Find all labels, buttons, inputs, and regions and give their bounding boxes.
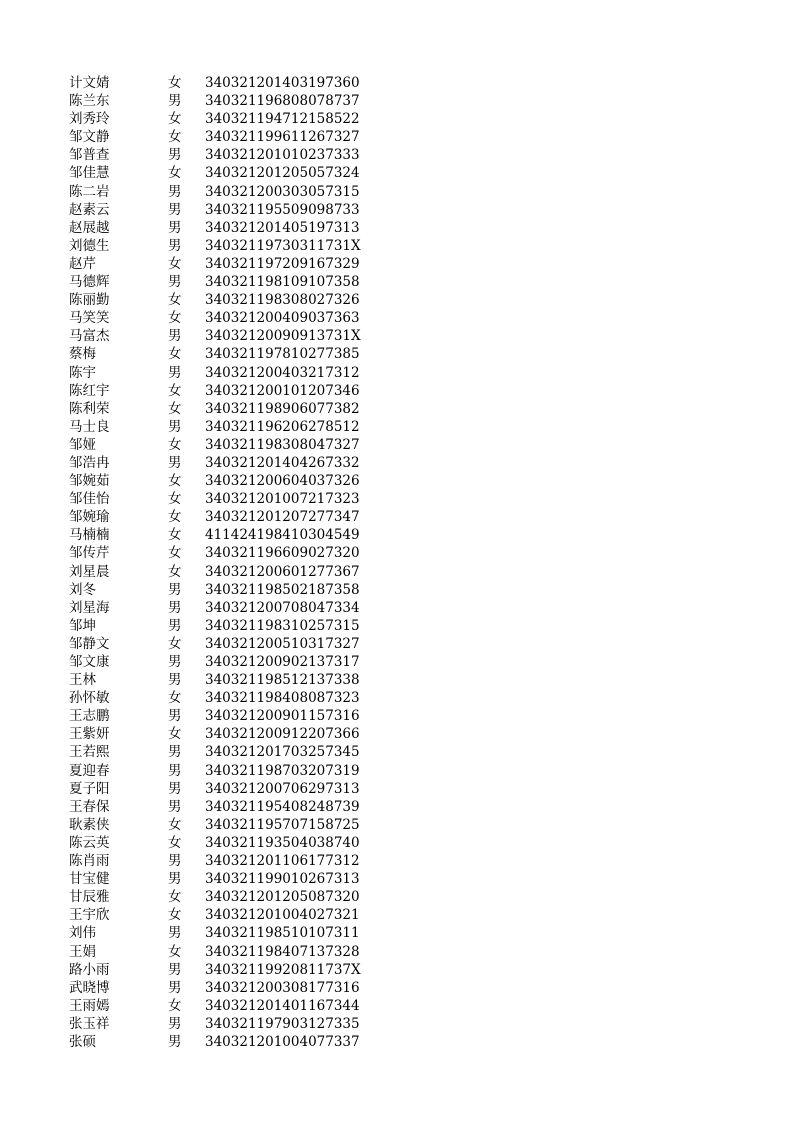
gender-cell: 女 [168,907,182,924]
gender-cell: 女 [168,527,182,544]
id-number-cell: 340321201106177312 [205,853,360,870]
table-row [0,997,793,1015]
name-cell: 邹浩冉 [69,454,110,471]
id-number-cell: 340321200604037326 [205,473,360,490]
id-number-cell: 340321201404267332 [205,454,360,471]
gender-cell: 女 [168,382,182,399]
table-row [0,635,793,653]
id-number-cell: 34032119730311731X [205,237,361,254]
name-cell: 武晓博 [69,979,110,996]
id-number-cell: 411424198410304549 [205,527,360,544]
table-row [0,979,793,997]
id-number-cell: 340321198906077382 [205,400,360,417]
id-number-cell: 340321201007217323 [205,491,360,508]
table-row [0,454,793,472]
id-number-cell: 340321199010267313 [205,871,360,888]
name-cell: 夏迎春 [69,762,110,779]
gender-cell: 男 [168,219,182,236]
gender-cell: 男 [168,418,182,435]
name-cell: 王若熙 [69,744,110,761]
name-cell: 计文婧 [69,75,110,91]
gender-cell: 男 [168,780,182,797]
gender-cell: 男 [168,654,182,670]
name-cell: 邹佳怡 [69,491,110,508]
table-row [0,164,793,182]
table-row [0,183,793,201]
id-number-cell: 340321200912207366 [205,726,360,743]
table-row [0,128,793,146]
name-cell: 邹坤 [69,617,96,634]
name-cell: 蔡梅 [69,346,96,363]
table-row [0,780,793,798]
id-number-cell: 340321201703257345 [205,744,360,761]
table-row [0,291,793,309]
id-number-cell: 340321198109107358 [205,274,360,291]
name-cell: 刘星晨 [69,563,110,580]
table-row [0,581,793,599]
id-number-cell: 340321194712158522 [205,111,360,128]
table-row [0,201,793,219]
id-number-cell: 340321200708047334 [205,599,360,616]
gender-cell: 男 [168,328,182,345]
table-row [0,725,793,743]
gender-cell: 男 [168,744,182,761]
id-number-cell: 340321198408087323 [205,690,360,707]
name-cell: 孙怀敏 [69,690,110,707]
gender-cell: 女 [168,111,182,128]
table-row [0,834,793,852]
table-row [0,924,793,942]
table-row [0,309,793,327]
id-number-cell: 340321201004077337 [205,1033,360,1050]
table-row [0,400,793,418]
gender-cell: 女 [168,292,182,309]
name-cell: 邹普查 [69,147,110,164]
gender-cell: 女 [168,255,182,272]
id-number-cell: 340321198502187358 [205,581,360,598]
name-cell: 耿素侠 [69,816,110,833]
name-cell: 马德辉 [69,274,110,291]
gender-cell: 女 [168,75,182,91]
gender-cell: 男 [168,1033,182,1050]
table-row [0,671,793,689]
gender-cell: 男 [168,1015,182,1032]
gender-cell: 女 [168,436,182,453]
table-row [0,345,793,363]
table-row [0,1033,793,1051]
gender-cell: 男 [168,147,182,164]
name-cell: 路小雨 [69,961,110,978]
name-cell: 邹娅 [69,436,96,453]
id-number-cell: 340321199611267327 [205,129,360,146]
id-number-cell: 340321198310257315 [205,617,360,634]
table-row [0,599,793,617]
gender-cell: 男 [168,274,182,291]
name-cell: 陈兰东 [69,93,110,110]
table-row [0,689,793,707]
id-number-cell: 34032120090913731X [205,328,361,345]
id-number-cell: 340321201405197313 [205,219,360,236]
id-number-cell: 340321201010237333 [205,147,360,164]
name-cell: 王雨嫣 [69,997,110,1014]
id-number-cell: 34032119920811737X [205,961,361,978]
table-row [0,707,793,725]
table-row [0,219,793,237]
gender-cell: 女 [168,400,182,417]
name-cell: 甘辰雅 [69,889,110,906]
id-number-cell: 340321198308047327 [205,436,360,453]
name-cell: 王宇欣 [69,907,110,924]
gender-cell: 女 [168,563,182,580]
name-cell: 赵展越 [69,219,110,236]
name-cell: 刘秀玲 [69,111,110,128]
id-number-cell: 340321200101207346 [205,382,360,399]
gender-cell: 男 [168,454,182,471]
id-number-cell: 340321200901157316 [205,708,360,725]
table-row [0,110,793,128]
gender-cell: 女 [168,997,182,1014]
table-row [0,146,793,164]
gender-cell: 男 [168,708,182,725]
table-row [0,327,793,345]
id-number-cell: 340321200409037363 [205,310,360,327]
id-number-cell: 340321201401167344 [205,997,360,1014]
id-number-cell: 340321196206278512 [205,418,360,435]
name-cell: 王娟 [69,943,96,960]
name-cell: 邹婉茹 [69,473,110,490]
name-cell: 邹文康 [69,654,110,670]
gender-cell: 女 [168,889,182,906]
table-row [0,743,793,761]
roster-sheet [0,74,793,1051]
gender-cell: 男 [168,201,182,218]
table-row [0,490,793,508]
id-number-cell: 340321197903127335 [205,1015,360,1032]
id-number-cell: 340321197810277385 [205,346,360,363]
table-row [0,436,793,454]
name-cell: 刘德生 [69,237,110,254]
name-cell: 陈利荣 [69,400,110,417]
gender-cell: 男 [168,183,182,200]
table-row [0,943,793,961]
name-cell: 邹婉瑜 [69,509,110,526]
table-row [0,508,793,526]
name-cell: 邹佳慧 [69,165,110,182]
name-cell: 陈丽勤 [69,292,110,309]
id-number-cell: 340321198510107311 [205,925,360,942]
gender-cell: 男 [168,581,182,598]
id-number-cell: 340321198407137328 [205,943,360,960]
id-number-cell: 340321200601277367 [205,563,360,580]
id-number-cell: 340321201004027321 [205,907,360,924]
name-cell: 陈肖雨 [69,853,110,870]
gender-cell: 男 [168,853,182,870]
table-row [0,544,793,562]
id-number-cell: 340321196808078737 [205,93,360,110]
name-cell: 张玉祥 [69,1015,110,1032]
table-row [0,74,793,92]
id-number-cell: 340321198703207319 [205,762,360,779]
table-row [0,888,793,906]
table-row [0,816,793,834]
gender-cell: 女 [168,473,182,490]
table-row [0,237,793,255]
name-cell: 刘伟 [69,925,96,942]
name-cell: 王紫妍 [69,726,110,743]
table-row [0,526,793,544]
table-row [0,961,793,979]
id-number-cell: 340321200403217312 [205,364,360,381]
name-cell: 陈红宇 [69,382,110,399]
table-row [0,382,793,400]
gender-cell: 女 [168,816,182,833]
id-number-cell: 340321200308177316 [205,979,360,996]
name-cell: 王春保 [69,798,110,815]
gender-cell: 男 [168,871,182,888]
table-row [0,418,793,436]
gender-cell: 男 [168,364,182,381]
id-number-cell: 340321195707158725 [205,816,360,833]
name-cell: 马笑笑 [69,310,110,327]
id-number-cell: 340321201207277347 [205,509,360,526]
id-number-cell: 340321201205087320 [205,889,360,906]
gender-cell: 女 [168,635,182,652]
name-cell: 马士良 [69,418,110,435]
id-number-cell: 340321195509098733 [205,201,360,218]
name-cell: 王林 [69,672,96,689]
name-cell: 张硕 [69,1033,96,1050]
name-cell: 夏子阳 [69,780,110,797]
table-row [0,798,793,816]
id-number-cell: 340321200902137317 [205,654,360,670]
id-number-cell: 340321198308027326 [205,292,360,309]
name-cell: 陈二岩 [69,183,110,200]
gender-cell: 女 [168,129,182,146]
gender-cell: 女 [168,310,182,327]
id-number-cell: 340321195408248739 [205,798,360,815]
name-cell: 马富杰 [69,328,110,345]
table-row [0,1015,793,1033]
gender-cell: 男 [168,93,182,110]
name-cell: 邹传芹 [69,545,110,562]
name-cell: 邹静文 [69,635,110,652]
name-cell: 陈云英 [69,834,110,851]
id-number-cell: 340321200706297313 [205,780,360,797]
table-row [0,563,793,581]
table-row [0,364,793,382]
table-row [0,617,793,635]
gender-cell: 男 [168,979,182,996]
table-row [0,273,793,291]
id-number-cell: 340321201205057324 [205,165,360,182]
gender-cell: 男 [168,599,182,616]
id-number-cell: 340321198512137338 [205,672,360,689]
gender-cell: 女 [168,545,182,562]
id-number-cell: 340321197209167329 [205,255,360,272]
name-cell: 陈宇 [69,364,96,381]
gender-cell: 女 [168,943,182,960]
gender-cell: 女 [168,346,182,363]
gender-cell: 男 [168,961,182,978]
name-cell: 刘冬 [69,581,96,598]
gender-cell: 男 [168,925,182,942]
id-number-cell: 340321200303057315 [205,183,360,200]
name-cell: 赵芹 [69,255,96,272]
name-cell: 赵素云 [69,201,110,218]
name-cell: 邹文静 [69,129,110,146]
gender-cell: 女 [168,491,182,508]
gender-cell: 女 [168,509,182,526]
table-row [0,852,793,870]
table-row [0,906,793,924]
table-row [0,870,793,888]
id-number-cell: 340321200510317327 [205,635,360,652]
table-row [0,92,793,110]
gender-cell: 男 [168,798,182,815]
name-cell: 甘宝健 [69,871,110,888]
gender-cell: 女 [168,834,182,851]
name-cell: 刘星海 [69,599,110,616]
gender-cell: 男 [168,762,182,779]
table-row [0,255,793,273]
table-row [0,762,793,780]
gender-cell: 女 [168,726,182,743]
gender-cell: 男 [168,617,182,634]
table-row [0,472,793,490]
name-cell: 马楠楠 [69,527,110,544]
gender-cell: 男 [168,237,182,254]
name-cell: 王志鹏 [69,708,110,725]
table-row [0,653,793,671]
id-number-cell: 340321193504038740 [205,834,360,851]
gender-cell: 女 [168,165,182,182]
id-number-cell: 340321201403197360 [205,75,360,91]
gender-cell: 男 [168,672,182,689]
gender-cell: 女 [168,690,182,707]
id-number-cell: 340321196609027320 [205,545,360,562]
